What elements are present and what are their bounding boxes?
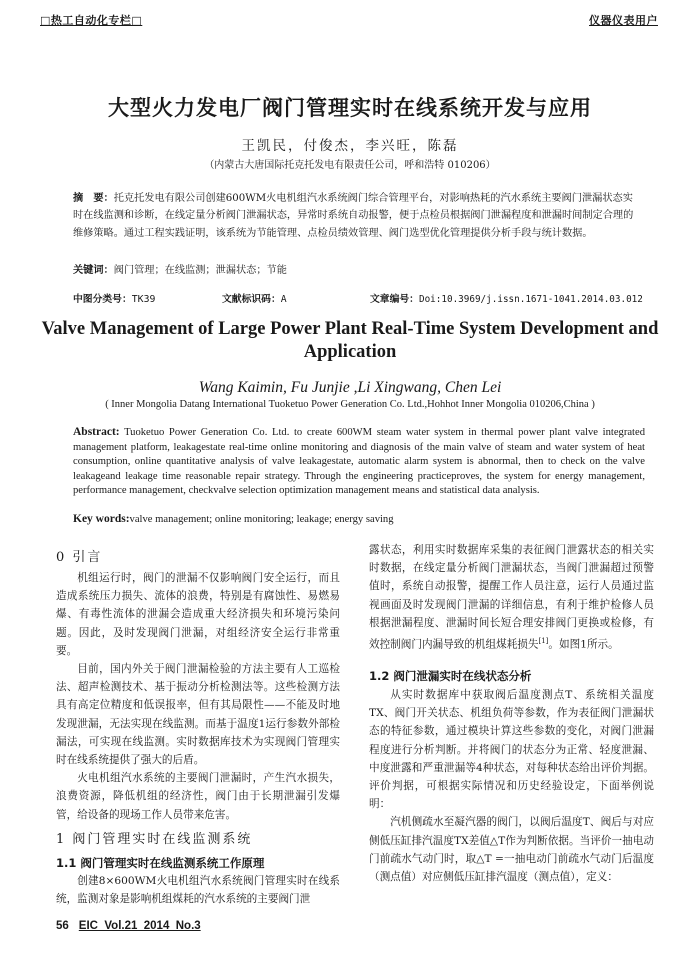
affiliation-cn: （内蒙古大唐国际托克托发电有限责任公司，呼和浩特 010206） <box>204 160 496 171</box>
page-number: 56 <box>56 920 69 932</box>
citation-ref: [1] <box>538 637 549 646</box>
section-1-2-heading: 1.2 阀门泄漏实时在线状态分析 <box>369 669 532 683</box>
abstract-cn-label: 摘 要： <box>73 193 114 204</box>
clc-number <box>73 291 155 305</box>
left-column <box>56 569 340 824</box>
doi-value: Doi:10.3969/j.issn.1671-1041.2014.03.012 <box>418 294 643 305</box>
keywords-en <box>73 513 394 525</box>
keywords-cn-text: 阀门管理；在线监测；泄漏状态；节能 <box>113 265 287 276</box>
article-no-label: 文章编号： <box>370 294 419 305</box>
paragraph: 露状态，利用实时数据库采集的表征阀门泄露状态的相关实时数据，在线定量分析阀门泄漏状态，当阀门泄漏超过预警值时，系统自动报警，提醒工作人员注意，运行人员通过监视画面及时发现阀门泄漏的详细信息，有利于维护检修人员根据泄漏程度、泄漏时间长短合理安排阀门更换或检修，有效控制阀门内漏导致的机组煤耗损失[1]。如图1所示。 <box>369 544 654 651</box>
abstract-en <box>73 425 645 499</box>
article-number <box>370 291 643 305</box>
abstract-en-label: Abstract: <box>73 426 120 438</box>
doc-code-label: 文献标识码： <box>222 294 281 305</box>
journal-label: 仪器仪表用户 <box>589 14 658 27</box>
page-footer <box>56 920 201 932</box>
paragraph: 火电机组汽水系统的主要阀门泄漏时，产生汽水损失，浪费资源，降低机组的经济性，阀门由于长期泄漏引发爆管，给设备的现场工作人员带来危害。 <box>56 772 340 821</box>
right-column <box>369 541 654 654</box>
abstract-cn-text: 托克托发电有限公司创建600WM火电机组汽水系统阀门综合管理平台，对影响热耗的汽水系统主要阀门泄漏状态实时在线监测和诊断，在线定量分析阀门泄漏状态，异常时系统自动报警，便于点检员根据阀门泄漏程度和泄漏时间制定合理的维修策略。通过工程实践证明，该系统为节能管理、点检员绩效管理、阀门选型优化管理提供分析手段与统计数据。 <box>73 193 634 239</box>
section-0-heading: 0 引言 <box>56 550 103 565</box>
paragraph: 从实时数据库中获取阀后温度测点T、系统相关温度TX、阀门开关状态、机组负荷等参数，作为表征阀门泄漏状态的特征参数，通过模块计算这些参数的变化，对阀门泄漏程度进行分析判断。并将阀门的状态分为正常、轻度泄漏、中度泄露和严重泄漏等4种状态，对每种状态给出评价判据。评价判据，可根据实际情况和历史经验设定，下面举例说明： <box>369 689 654 811</box>
keywords-cn-label: 关键词： <box>73 265 114 276</box>
authors-cn: 王凯民，付俊杰，李兴旺，陈磊 <box>241 138 459 154</box>
paragraph: 机组运行时，阀门的泄漏不仅影响阀门安全运行，而且造成系统压力损失、流体的浪费，特别是有腐蚀性、易燃易爆、有毒性流体的泄漏会造成重大经济损失和环境污染问题。因此，及时发现阀门泄漏，对组经济安全运行非常重要。 <box>56 572 340 657</box>
clc-label: 中图分类号： <box>73 294 132 305</box>
abstract-en-text: Tuoketuo Power Generation Co. Ltd. to create 600WM steam water system in thermal power plant valve integrated management platform, leakagestate real-time online monitoring and diagnosis of the main valve of steam and water system of heat consumption, online quantitative analysis of valve leakagestate, automatic alarm system is abnormal, then to check on the valve leakageand leakage time reasonable repair strategy. Through the engineering practiceproves, the system for energy management, performance management, checkvalve selection optimization management means and statistical data analysis. <box>73 427 645 497</box>
paragraph: 目前，国内外关于阀门泄漏检验的方法主要有人工巡检法、超声检测技术、基于振动分析检测法等。这些检测方法具有高定位精度和低误报率，但有其局限性——不能及时地发现泄漏，无法实现在线监测。而基于温度1运行参数外部检漏法，可实现在线监测。实时数据库技术为实现阀门管理实时在线系统提供了强大的后盾。 <box>56 663 340 767</box>
column-label: □热工自动化专栏□ <box>40 14 143 27</box>
article-title-cn: 大型火力发电厂阀门管理实时在线系统开发与应用 <box>108 96 592 120</box>
paragraph: 汽机侧疏水至凝汽器的阀门，以阀后温度T、阀后与对应侧低压缸排汽温度TX差值△T作为判断依据。当评价一抽电动门前疏水气动门时，取△T =一抽电动门前疏水气动门后温度（测点值）对应侧低压缸排汽温度（测点值），定义： <box>369 816 654 884</box>
affiliation-en: ( Inner Mongolia Datang International Tuoketuo Power Generation Co. Ltd.,Hohhot Inner Mongolia 010206,China ) <box>105 399 595 410</box>
keywords-en-label: Key words: <box>73 513 130 525</box>
doc-code-value: A <box>280 294 287 305</box>
right-column-cont <box>369 686 654 886</box>
journal-issue: EIC Vol.21 2014 No.3 <box>78 920 201 932</box>
section-1-heading: 1 阀门管理实时在线监测系统 <box>56 832 253 847</box>
article-title-en: Valve Management of Large Power Plant Real-Time System Development and Application <box>41 319 659 362</box>
keywords-cn <box>73 261 287 276</box>
abstract-cn <box>73 190 643 242</box>
clc-value: TK39 <box>131 294 156 305</box>
keywords-en-text: valve management; online monitoring; leakage; energy saving <box>129 514 394 525</box>
document-code <box>222 291 287 305</box>
authors-en: Wang Kaimin, Fu Junjie ,Li Xingwang, Chen Lei <box>198 379 502 396</box>
section-1-1-heading: 1.1 阀门管理实时在线监测系统工作原理 <box>56 856 265 870</box>
left-column-cont <box>56 872 340 908</box>
paragraph: 创建8×600WM火电机组汽水系统阀门管理实时在线系统，监测对象是影响机组煤耗的汽水系统的主要阀门泄 <box>56 875 340 906</box>
